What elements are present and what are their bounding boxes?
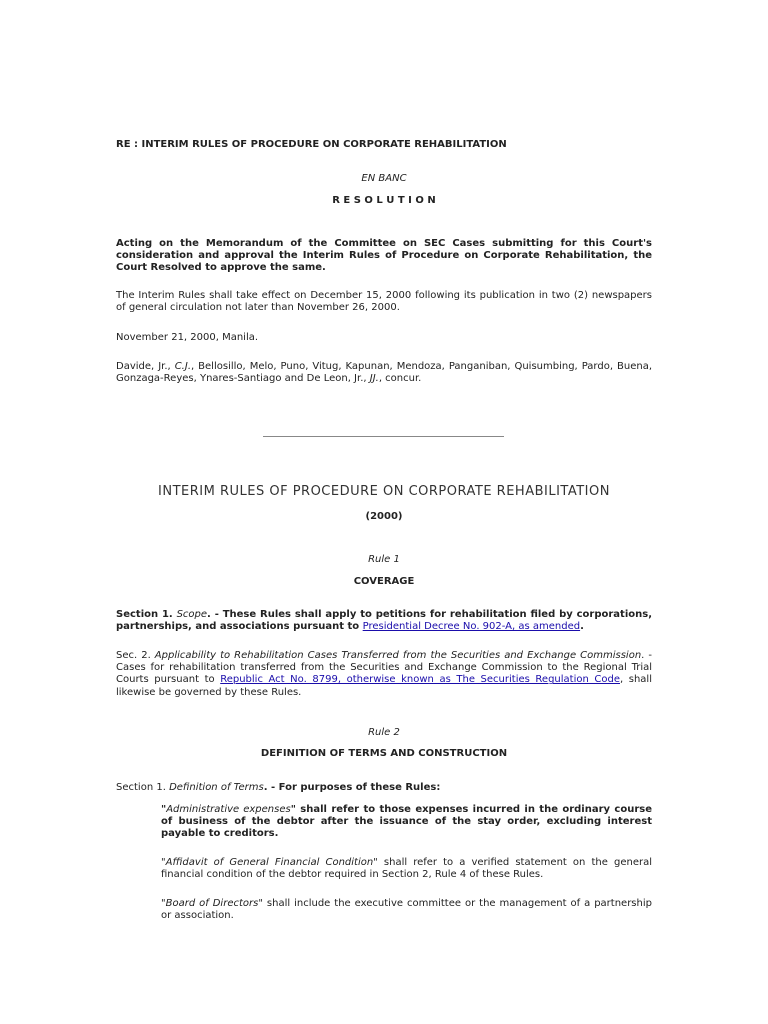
ra-8799-link[interactable]: Republic Act No. 8799, otherwise known as The Securities Regulation Code: [220, 674, 620, 686]
sec2-title: Applicability to Rehabilitation Cases Transferred from the Securities and Exchange Commission: [154, 650, 642, 661]
rule-2-label: Rule 2: [368, 727, 400, 738]
pd-902a-link[interactable]: Presidential Decree No. 902-A, as amended: [362, 621, 581, 633]
rules-title: INTERIM RULES OF PROCEDURE ON CORPORATE REHABILITATION: [158, 484, 610, 499]
concur-cj: C.J.: [174, 361, 191, 372]
def3-term: "Board of Directors": [161, 898, 263, 909]
rule-1-section-2: [116, 650, 652, 699]
en-banc-label: EN BANC: [361, 173, 407, 184]
concur-jj: JJ.: [369, 373, 379, 385]
rules-year: (2000): [365, 511, 403, 522]
sec1-end: .: [580, 621, 584, 633]
rule-2-section-1: [116, 782, 652, 794]
concur-text-2: , Bellosillo, Melo, Puno, Vitug, Kapunan, Mendoza, Panganiban, Quisumbing, Pardo, Buena, Gonzaga-Reyes, Ynares-Santiago and De Leon, Jr.,: [116, 361, 652, 385]
rule-2-heading: DEFINITION OF TERMS AND CONSTRUCTION: [260, 748, 508, 759]
def1-quote-open: ": [161, 804, 167, 815]
definition-affidavit: [161, 857, 652, 881]
r2-sec1-number: Section 1.: [116, 782, 170, 793]
def1-quote-close: ": [290, 804, 296, 815]
section-divider: [263, 436, 504, 437]
sec2-number: Sec. 2.: [116, 650, 155, 661]
definition-administrative-expenses: [161, 804, 652, 841]
resolution-paragraph-1: Acting on the Memorandum of the Committee on SEC Cases submitting for this Court's consideration and approval the Interim Rules of Procedure on Corporate Rehabilitation, the Court Resolved to approve the same.: [116, 238, 652, 274]
def2-text: shall refer to a verified statement on the general financial condition of the debtor required in Section 2, Rule 4 of these Rules.: [161, 857, 652, 881]
sec2-end: , shall likewise be governed by these Rules.: [116, 674, 652, 698]
rule-1-heading: COVERAGE: [353, 576, 415, 587]
def3-text: shall include the executive committee or the management of a partnership or association.: [161, 898, 652, 922]
r2-sec1-title: Definition of Terms: [169, 782, 264, 793]
def2-term: "Affidavit of General Financial Condition": [161, 857, 378, 868]
sec1-text: . - These Rules shall apply to petitions for rehabilitation filed by corporations, partnerships, and associations pursuant to: [116, 609, 652, 633]
sec1-number: Section 1.: [116, 609, 177, 620]
rule-1-section-1: [116, 609, 652, 633]
sec1-title: Scope: [176, 609, 208, 620]
rule-1-label: Rule 1: [368, 554, 400, 565]
definition-board-of-directors: [161, 898, 652, 922]
def1-term: Administrative expenses: [166, 804, 291, 815]
r2-sec1-text: . - For purposes of these Rules:: [263, 782, 441, 793]
sec2-text: . - Cases for rehabilitation transferred from the Securities and Exchange Commission to the Regional Trial Courts pursuant to: [116, 650, 652, 686]
resolution-date: November 21, 2000, Manila.: [116, 332, 259, 343]
re-line: RE : INTERIM RULES OF PROCEDURE ON CORPORATE REHABILITATION: [116, 139, 507, 150]
resolution-heading: R E S O L U T I O N: [332, 195, 436, 206]
concur-text-1: Davide, Jr.,: [116, 361, 175, 372]
concur-text-3: , concur.: [378, 373, 422, 385]
resolution-paragraph-2: The Interim Rules shall take effect on December 15, 2000 following its publication in two (2) newspapers of general circulation not later than November 26, 2000.: [116, 290, 652, 314]
def1-text: shall refer to those expenses incurred in the ordinary course of business of the debtor after the issuance of the stay order, excluding interest payable to creditors.: [161, 804, 652, 840]
concurrence-paragraph: [116, 361, 652, 385]
